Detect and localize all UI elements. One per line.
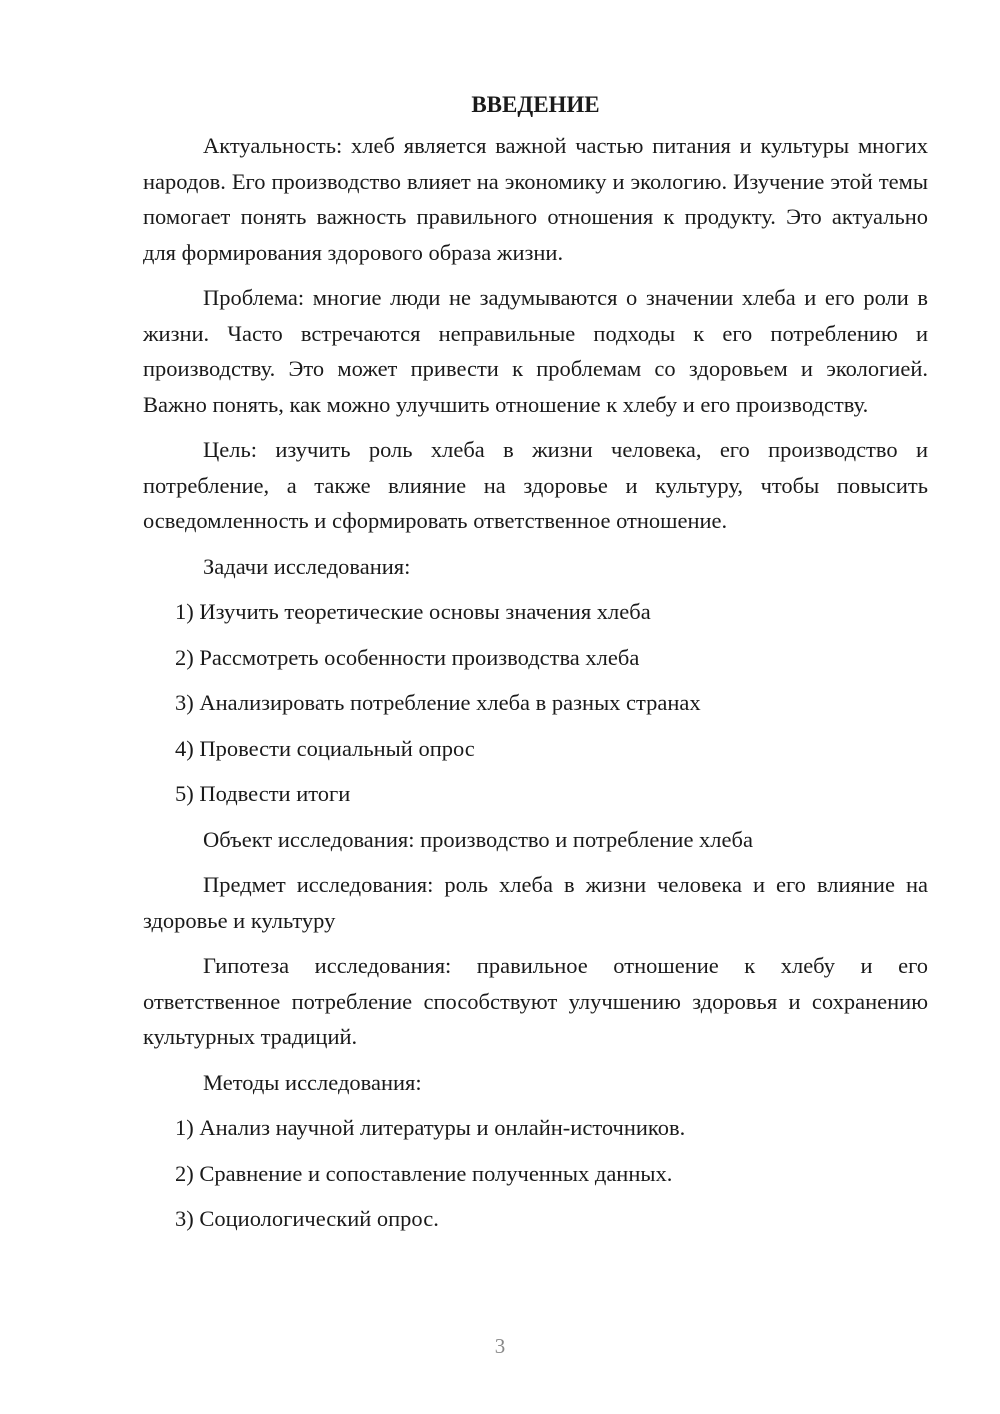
page-number: 3 xyxy=(494,1334,506,1358)
page-content xyxy=(143,90,928,1247)
object-paragraph: Объект исследования: производство и потребление хлеба xyxy=(203,826,753,852)
tasks-heading: Задачи исследования: xyxy=(203,553,411,579)
subject-paragraph: Предмет исследования: роль хлеба в жизни человека и его влияние на здоровье и культуру xyxy=(143,872,928,933)
method-item: 1) Анализ научной литературы и онлайн-источников. xyxy=(175,1115,686,1140)
method-item: 3) Социологический опрос. xyxy=(175,1206,439,1231)
task-item: 3) Анализировать потребление хлеба в разных странах xyxy=(175,690,701,715)
task-item: 5) Подвести итоги xyxy=(175,781,351,806)
method-item: 2) Сравнение и сопоставление полученных данных. xyxy=(175,1160,673,1186)
hypothesis-paragraph: Гипотеза исследования: правильное отношение к хлебу и его ответственное потребление способствуют улучшению здоровья и сохранению культурных традиций. xyxy=(143,953,928,1049)
task-item: 1) Изучить теоретические основы значения хлеба xyxy=(175,599,651,624)
page-title: ВВЕДЕНИЕ xyxy=(471,92,600,117)
task-item: 2) Рассмотреть особенности производства хлеба xyxy=(175,644,640,670)
problem-paragraph: Проблема: многие люди не задумываются о значении хлеба и его роли в жизни. Часто встречаются неправильные подходы к его потреблению и производству. Это может привести к проблемам со здоровьем и экологией. Важно понять, как можно улучшить отношение к хлебу и его производству. xyxy=(143,285,928,417)
task-item: 4) Провести социальный опрос xyxy=(175,735,475,761)
relevance-paragraph: Актуальность: хлеб является важной частью питания и культуры многих народов. Его производство влияет на экономику и экологию. Изучение этой темы помогает понять важность правильного отношения к продукту. Это актуально для формирования здорового образа жизни. xyxy=(143,133,928,265)
goal-paragraph: Цель: изучить роль хлеба в жизни человека, его производство и потребление, а также влияние на здоровье и культуру, чтобы повысить осведомленность и сформировать ответственное отношение. xyxy=(143,437,928,533)
methods-heading: Методы исследования: xyxy=(203,1069,422,1095)
